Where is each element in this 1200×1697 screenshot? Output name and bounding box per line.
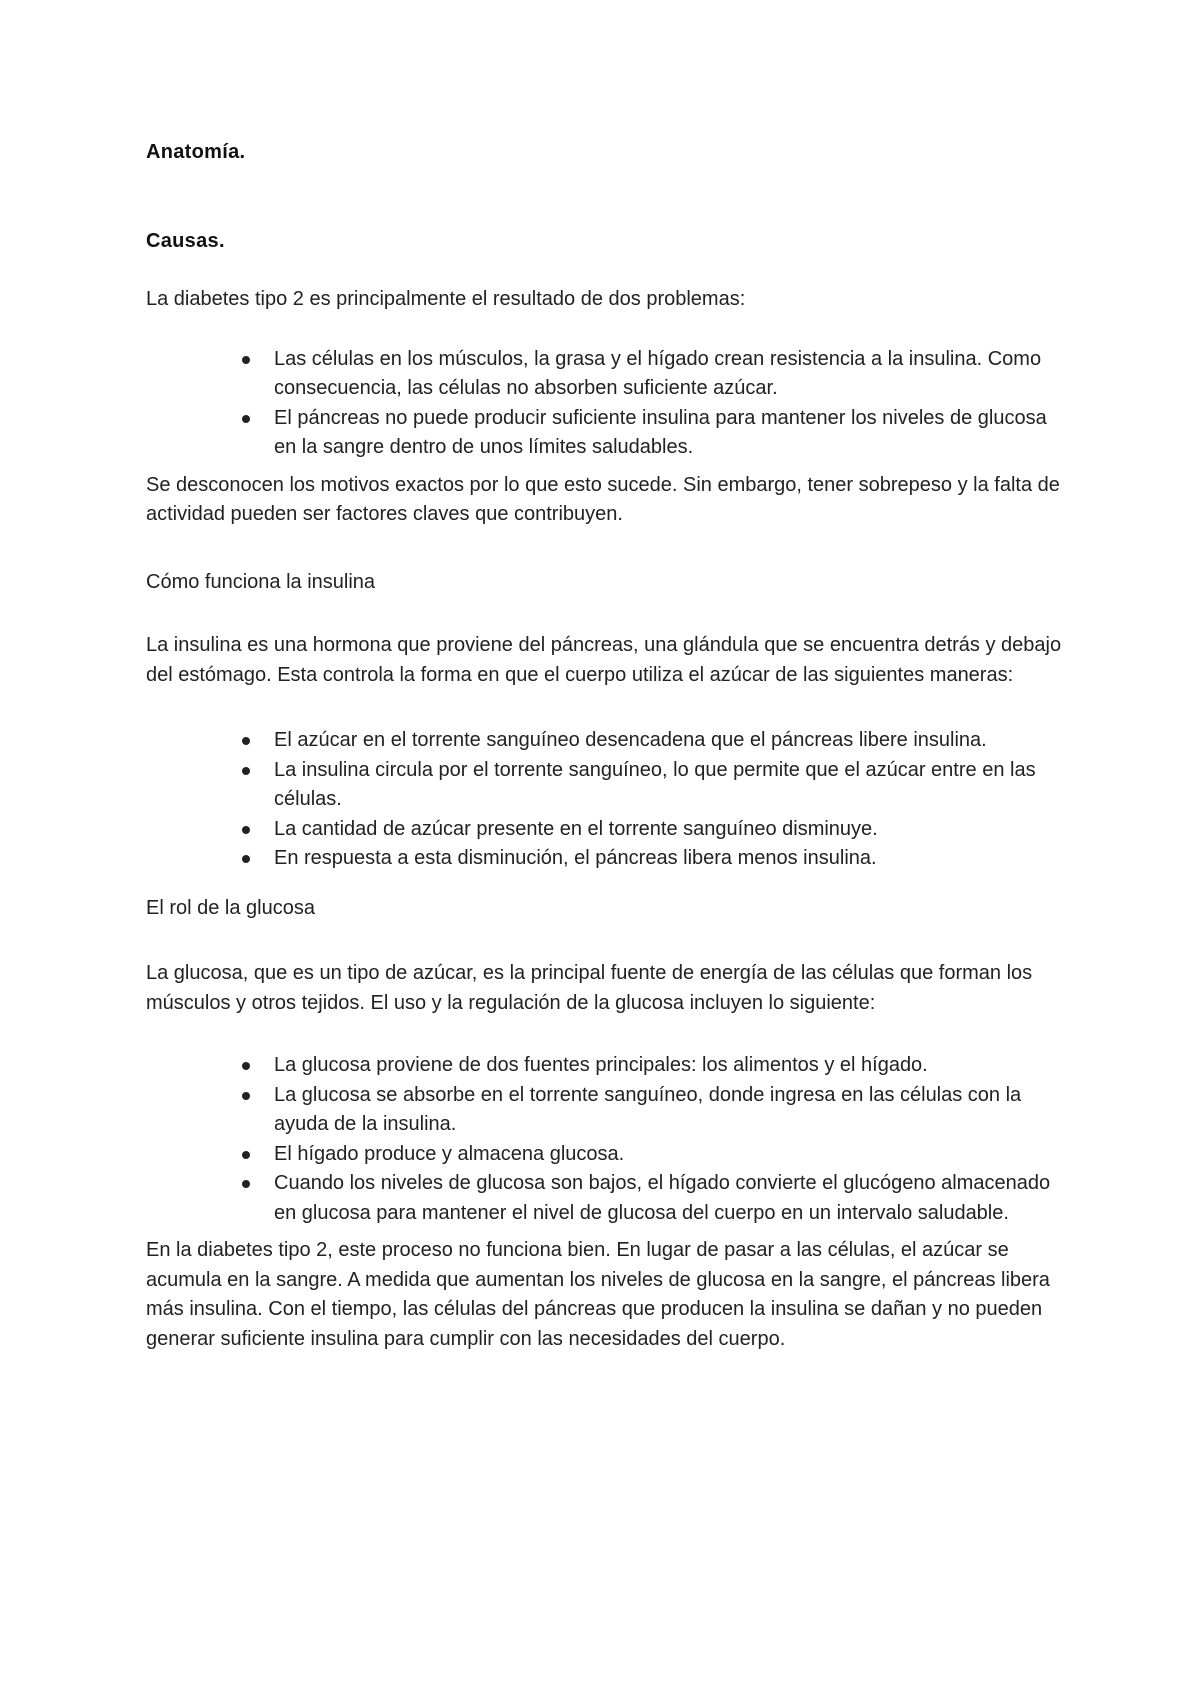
list-item: Cuando los niveles de glucosa son bajos, el hígado convierte el glucógeno almacenado en glucosa para mantener el nivel de glucosa del cuerpo en un intervalo saludable. — [274, 1169, 1066, 1228]
glucose-list — [146, 1051, 1066, 1228]
conclusion-paragraph: En la diabetes tipo 2, este proceso no funciona bien. En lugar de pasar a las células, el azúcar se acumula en la sangre. A medida que aumentan los niveles de glucosa en la sangre, el páncreas libera más insulina. Con el tiempo, las células del páncreas que producen la insulina se dañan y no pueden generar suficiente insulina para cumplir con las necesidades del cuerpo. — [146, 1239, 1050, 1350]
causes-intro: La diabetes tipo 2 es principalmente el resultado de dos problemas: — [146, 288, 746, 310]
list-item: La glucosa se absorbe en el torrente sanguíneo, donde ingresa en las células con la ayuda de la insulina. — [274, 1081, 1066, 1140]
list-item: En respuesta a esta disminución, el páncreas libera menos insulina. — [274, 844, 1066, 874]
insulin-list — [146, 726, 1066, 874]
heading-glucose: El rol de la glucosa — [146, 896, 315, 919]
list-item: El azúcar en el torrente sanguíneo desencadena que el páncreas libere insulina. — [274, 726, 1066, 756]
list-item: La glucosa proviene de dos fuentes principales: los alimentos y el hígado. — [274, 1051, 1066, 1081]
list-item: La cantidad de azúcar presente en el torrente sanguíneo disminuye. — [274, 815, 1066, 845]
document-page — [146, 138, 1066, 1354]
causes-list — [146, 345, 1066, 463]
list-item: La insulina circula por el torrente sanguíneo, lo que permite que el azúcar entre en las células. — [274, 756, 1066, 815]
heading-anatomy: Anatomía. — [146, 141, 246, 163]
list-item: Las células en los músculos, la grasa y el hígado crean resistencia a la insulina. Como consecuencia, las células no absorben suficiente azúcar. — [274, 345, 1066, 404]
heading-causes: Causas. — [146, 229, 225, 252]
list-item: El páncreas no puede producir suficiente insulina para mantener los niveles de glucosa en la sangre dentro de unos límites saludables. — [274, 404, 1066, 463]
insulin-intro: La insulina es una hormona que proviene del páncreas, una glándula que se encuentra detrás y debajo del estómago. Esta controla la forma en que el cuerpo utiliza el azúcar de las siguientes maneras: — [146, 634, 1062, 686]
glucose-intro: La glucosa, que es un tipo de azúcar, es la principal fuente de energía de las células que forman los músculos y otros tejidos. El uso y la regulación de la glucosa incluyen lo siguiente: — [146, 962, 1033, 1014]
heading-insulin: Cómo funciona la insulina — [146, 570, 376, 593]
list-item: El hígado produce y almacena glucosa. — [274, 1140, 1066, 1170]
unknown-reasons-paragraph: Se desconocen los motivos exactos por lo que esto sucede. Sin embargo, tener sobrepeso y la falta de actividad pueden ser factores claves que contribuyen. — [146, 473, 1060, 525]
